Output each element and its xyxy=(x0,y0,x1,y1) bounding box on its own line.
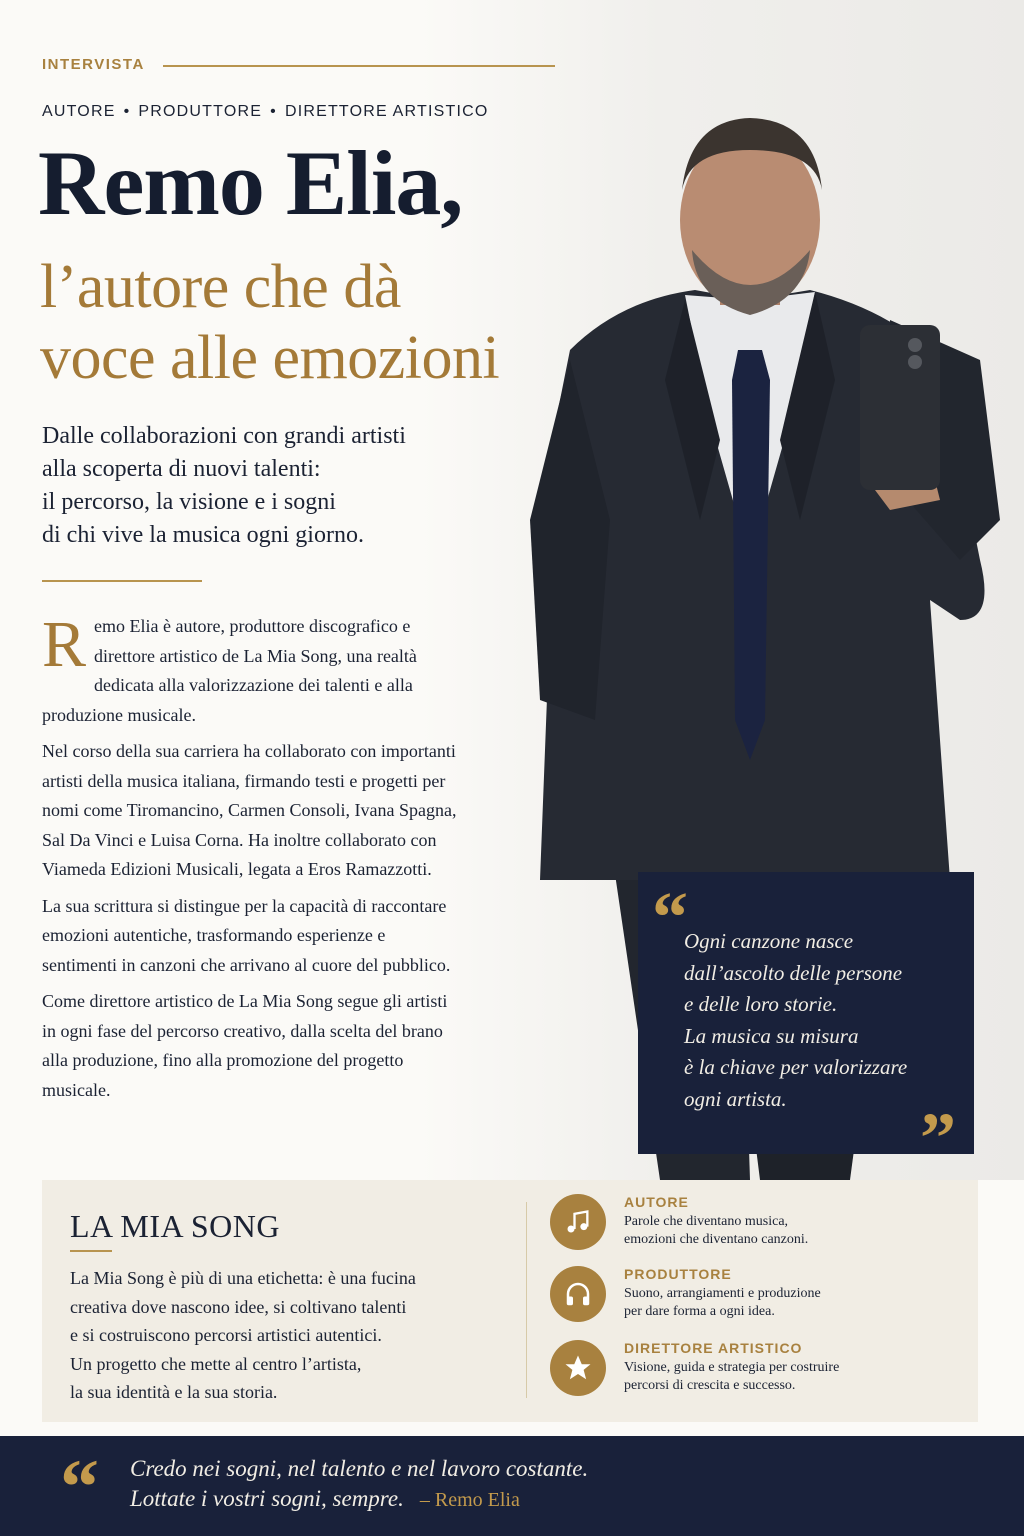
section-kicker: INTERVISTA xyxy=(42,56,145,73)
feature-title: DIRETTORE ARTISTICO xyxy=(624,1340,803,1356)
article-paragraph: Nel corso della sua carriera ha collaborato con importanti artisti della musica italiana, firmando testi e progetti per nomi come Tiromancino, Carmen Consoli, Ivana Spagna, Sal Da Vinci e Luisa Corna. Ha inoltre collaborato con Viameda Edizioni Musicali, legata a Eros Ramazzotti. xyxy=(42,741,457,879)
close-quote-icon: ” xyxy=(920,1098,956,1178)
article-paragraph: Come direttore artistico de La Mia Song segue gli artisti in ogni fase del percorso creativo, dalla scelta del brano alla produzione, fino alla promozione del progetto musicale. xyxy=(42,991,448,1100)
panel-title: LA MIA SONG xyxy=(70,1208,280,1244)
star-icon xyxy=(550,1340,606,1396)
feature-text xyxy=(624,1213,924,1249)
feature-title: PRODUTTORE xyxy=(624,1266,732,1282)
feature-line: percorsi di crescita e successo. xyxy=(624,1378,796,1393)
footer-quote-icon: “ xyxy=(60,1443,99,1530)
roles-line xyxy=(42,103,489,121)
footer-author: – Remo Elia xyxy=(419,1489,520,1511)
subtitle-line: l’autore che dà xyxy=(40,253,401,321)
footer-line: Lottate i vostri sogni, sempre. xyxy=(130,1486,404,1511)
panel-line: la sua identità e la sua storia. xyxy=(70,1382,278,1402)
panel-line: creativa dove nascono idee, si coltivano talenti xyxy=(70,1296,407,1317)
feature-line: Suono, arrangiamenti e produzione xyxy=(624,1286,821,1301)
footer-quote-text xyxy=(130,1454,588,1515)
headphones-icon xyxy=(550,1266,606,1322)
panel-title-underline xyxy=(70,1250,112,1252)
footer-line-2 xyxy=(130,1484,588,1515)
article-paragraph: La sua scrittura si distingue per la capacità di raccontare emozioni autentiche, trasformando esperienze e sentimenti in canzoni che arrivano al cuore del pubblico. xyxy=(42,895,451,975)
page-subtitle xyxy=(40,252,580,395)
role-author: AUTORE xyxy=(42,103,116,120)
panel-description xyxy=(70,1264,490,1407)
open-quote-icon: “ xyxy=(652,877,688,957)
quote-line: ogni artista. xyxy=(684,1086,787,1111)
quote-line: e delle loro storie. xyxy=(684,992,838,1016)
lede-line: di chi vive la musica ogni giorno. xyxy=(42,522,364,548)
lede-line: alla scoperta di nuovi talenti: xyxy=(42,456,321,482)
feature-title: AUTORE xyxy=(624,1194,689,1210)
quote-line: Ogni canzone nasce xyxy=(684,929,854,953)
panel-line: Un progetto che mette al centro l’artista, xyxy=(70,1353,362,1374)
quote-line: è la chiave per valorizzare xyxy=(684,1055,908,1079)
pull-quote-text xyxy=(684,926,964,1115)
drop-cap: R xyxy=(42,608,87,681)
article-paragraph xyxy=(42,608,462,730)
pull-quote xyxy=(638,872,974,1178)
separator-dot: • xyxy=(123,103,131,120)
feature-text xyxy=(624,1285,924,1321)
music-note-icon xyxy=(550,1194,606,1250)
quote-line: La musica su misura xyxy=(684,1023,859,1048)
role-producer: PRODUTTORE xyxy=(138,103,263,120)
feature-artistic-director xyxy=(550,1340,970,1400)
footer-quote-bar xyxy=(0,1436,1024,1536)
kicker-divider xyxy=(163,65,555,67)
lede xyxy=(42,420,482,552)
role-artistic-director: DIRETTORE ARTISTICO xyxy=(284,103,489,120)
la-mia-song-panel xyxy=(42,1180,978,1422)
feature-line: per dare forma a ogni idea. xyxy=(624,1304,775,1319)
paragraph-text: emo Elia è autore, produttore discografico e direttore artistico de La Mia Song, una realtà dedicata alla valorizzazione dei talenti e alla produzione musicale. xyxy=(42,616,417,725)
feature-line: emozioni che diventano canzoni. xyxy=(624,1232,809,1247)
lede-line: il percorso, la visione e i sogni xyxy=(42,489,336,515)
feature-line: Visione, guida e strategia per costruire xyxy=(624,1360,840,1375)
panel-divider xyxy=(526,1202,527,1398)
page-title: Remo Elia, xyxy=(38,132,463,234)
panel-line: La Mia Song è più di una etichetta: è una fucina xyxy=(70,1268,416,1288)
footer-line: Credo nei sogni, nel talento e nel lavoro costante. xyxy=(130,1456,589,1481)
subtitle-line: voce alle emozioni xyxy=(40,324,500,393)
panel-line: e si costruiscono percorsi artistici autentici. xyxy=(70,1325,382,1345)
feature-author xyxy=(550,1194,970,1254)
article-body xyxy=(42,608,462,1112)
feature-line: Parole che diventano musica, xyxy=(624,1214,789,1229)
lede-divider xyxy=(42,580,202,582)
quote-line: dall’ascolto delle persone xyxy=(684,960,903,985)
feature-text xyxy=(624,1359,924,1395)
lede-line: Dalle collaborazioni con grandi artisti xyxy=(42,423,406,449)
feature-producer xyxy=(550,1266,970,1326)
separator-dot: • xyxy=(270,103,277,120)
